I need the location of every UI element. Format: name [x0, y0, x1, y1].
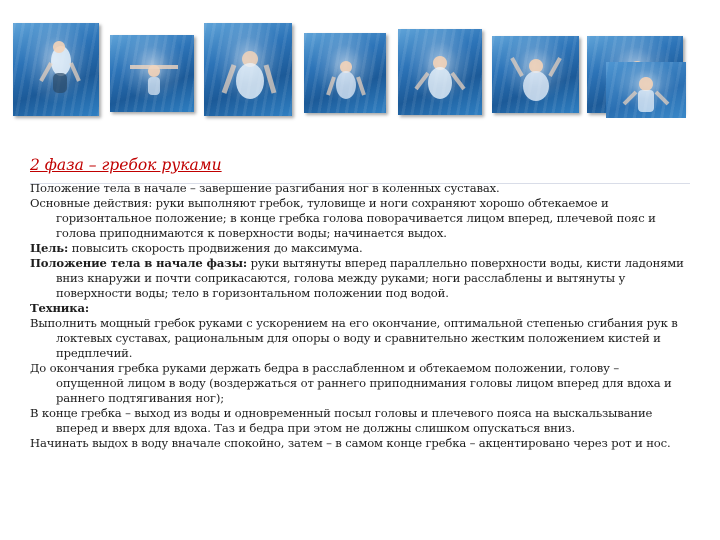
- swim-phase-photo-8: [606, 62, 686, 118]
- swim-phase-photo-4: [304, 33, 386, 113]
- paragraph-technique-2: До окончания гребка руками держать бедра в расслабленном и обтекаемом положении, голову – опущенной лицом в воду (воздержаться от раннего приподнимания головы лицом вперед для вдоха и раннего подтягивания ног);: [30, 361, 672, 405]
- slide-footer: [0, 530, 720, 540]
- swim-phase-photo-3: [204, 23, 292, 116]
- goal-label: Цель:: [30, 241, 69, 255]
- paragraph-main-actions: Основные действия: руки выполняют гребок, туловище и ноги сохраняют хорошо обтекаемое и горизонтальное положение; в конце гребка голова поворачивается лицом вперед, плечевой пояс и голова приподнимаются к поверхности воды; начинается выдох.: [30, 196, 656, 240]
- paragraph-technique-label: [30, 301, 690, 316]
- paragraph-technique-3: В конце гребка – выход из воды и одновременный посыл головы и плечевого пояса на выскальзывание вперед и вверх для вдоха. Таз и бедра при этом не должны слишком опускаться вниз.: [30, 406, 653, 435]
- main-text-block: [30, 156, 690, 451]
- start-position-label: Положение тела в начале фазы:: [30, 256, 248, 270]
- paragraph-body-position: Положение тела в начале – завершение разгибания ног в коленных суставах.: [30, 181, 500, 195]
- swimmer-figure-icon: [13, 23, 99, 116]
- swim-phase-photo-1: [13, 23, 99, 116]
- start-position-text: руки вытянуты вперед параллельно поверхности воды, кисти ладонями вниз кнаружи и почти соприкасаются, голова между руками; ноги расслаблены и вытянуты у поверхности воды; тело в горизонтальном положении под водой.: [56, 256, 684, 300]
- paragraph-technique-1: Выполнить мощный гребок руками с ускорением на его окончание, оптимальной степенью сгибания рук в локтевых суставах, рациональным для опоры о воду и сравнительно жестким положением кистей и предплечий.: [30, 316, 678, 360]
- section-heading: 2 фаза – гребок руками: [30, 156, 222, 174]
- technique-label: Техника:: [30, 301, 89, 315]
- paragraph-start-position: [30, 256, 690, 301]
- swim-phase-photo-2: [110, 35, 194, 112]
- swim-phase-photo-5: [398, 29, 482, 115]
- goal-text: повысить скорость продвижения до максимума.: [68, 241, 363, 255]
- photo-strip: [0, 0, 720, 130]
- paragraph-technique-4: Начинать выдох в воду вначале спокойно, затем – в самом конце гребка – акцентировано через рот и нос.: [30, 436, 671, 450]
- paragraph-goal: [30, 241, 690, 256]
- swim-phase-photo-6: [492, 36, 579, 113]
